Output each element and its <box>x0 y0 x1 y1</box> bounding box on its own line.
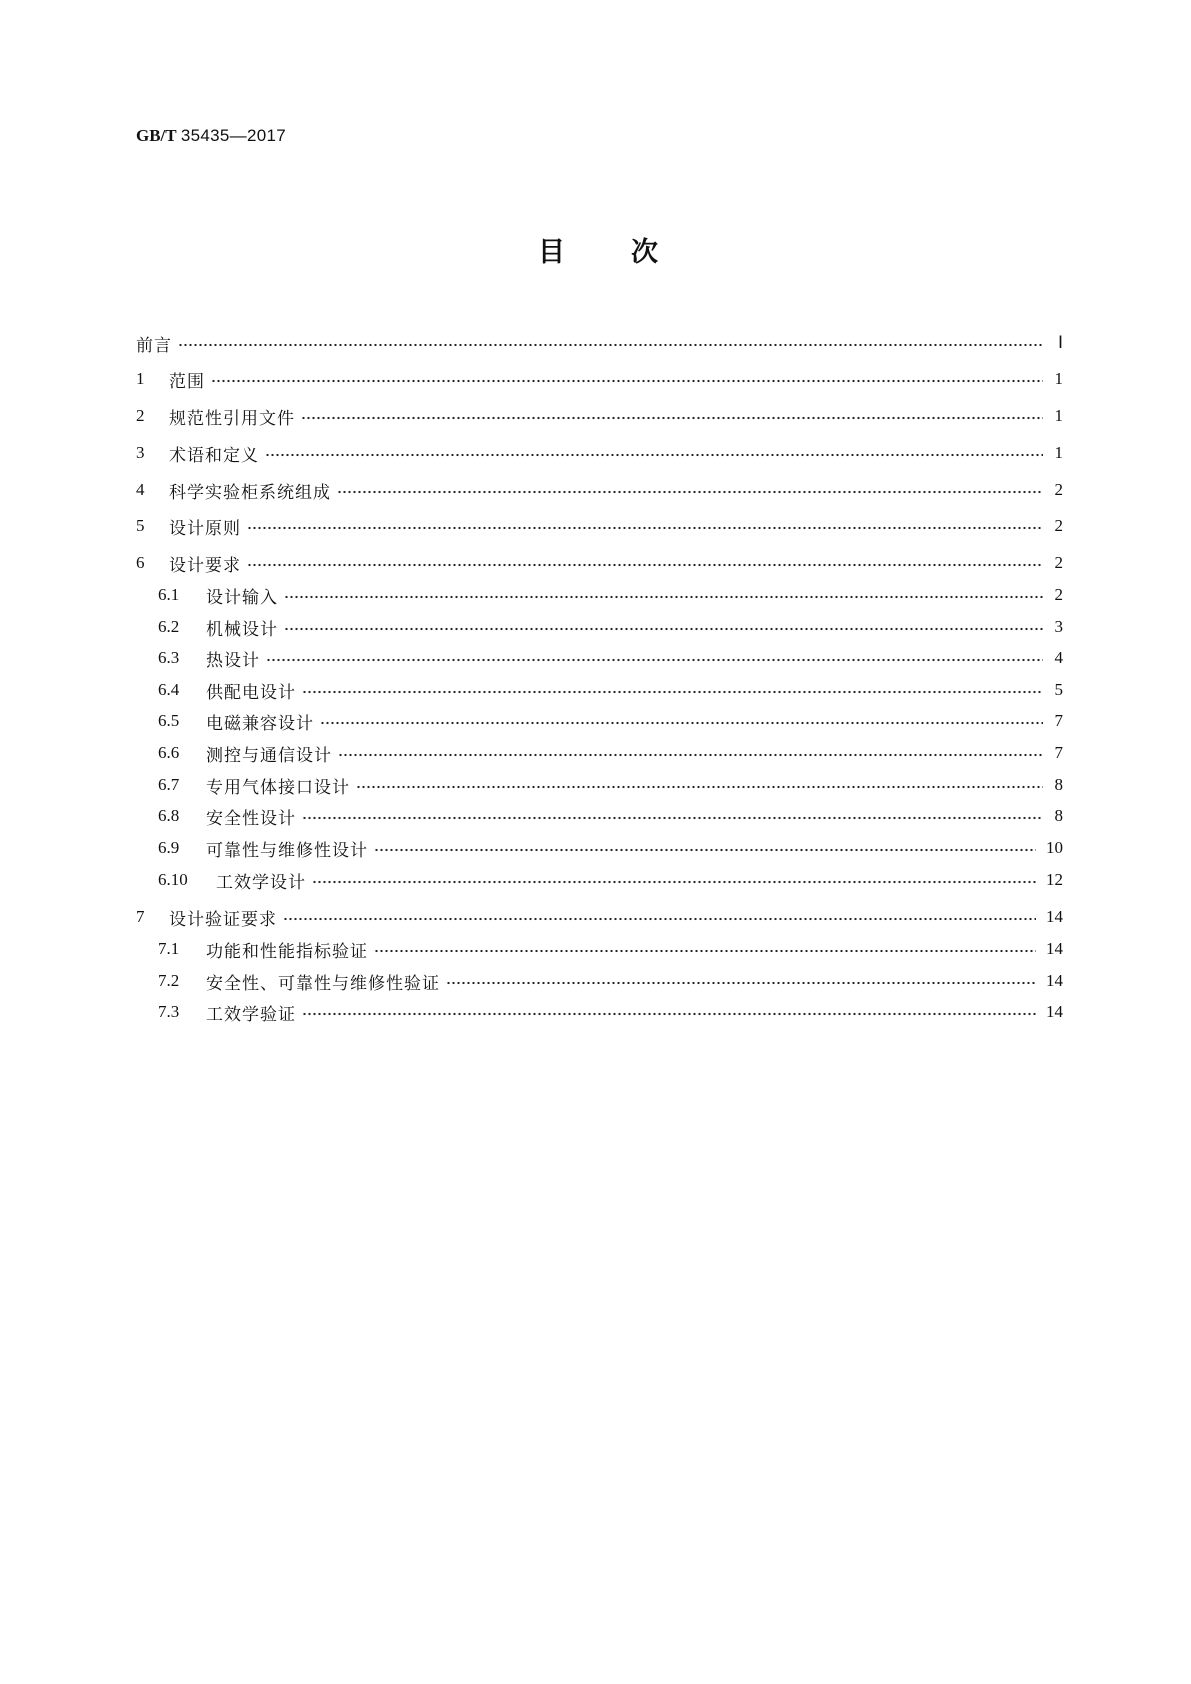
toc-entry-label: 范围 <box>169 371 205 392</box>
toc-entry-label: 功能和性能指标验证 <box>206 941 368 962</box>
dot-leader <box>284 627 1043 631</box>
toc-entry[interactable] <box>136 404 1063 428</box>
toc-entry-number: 6.2 <box>158 617 180 636</box>
dot-leader <box>302 1012 1036 1016</box>
toc-entry[interactable] <box>158 583 1063 607</box>
toc-entry-number: 1 <box>136 369 145 388</box>
toc-entry-number: 6.4 <box>158 680 180 699</box>
toc-entry-page: 2 <box>1054 516 1063 535</box>
toc-entry-number: 6.3 <box>158 648 180 667</box>
toc-entry-label: 设计输入 <box>206 587 278 608</box>
toc-entry[interactable] <box>136 551 1063 575</box>
toc-entry[interactable] <box>158 836 1063 860</box>
toc-entry-page: Ⅰ <box>1057 333 1063 352</box>
toc-entry[interactable] <box>158 646 1063 670</box>
toc-entry-page: 3 <box>1054 617 1063 636</box>
toc-entry-page: 1 <box>1054 406 1063 425</box>
dot-leader <box>284 595 1043 599</box>
toc-entry-label: 安全性、可靠性与维修性验证 <box>206 973 440 994</box>
toc-entry-number: 6.5 <box>158 711 180 730</box>
toc-entry[interactable] <box>158 615 1063 639</box>
dot-leader <box>338 753 1043 757</box>
dot-leader <box>265 453 1043 457</box>
toc-entry-label: 科学实验柜系统组成 <box>169 482 331 503</box>
dot-leader <box>178 343 1043 347</box>
toc-title-char-2: 次 <box>631 237 658 268</box>
toc-entry-page: 10 <box>1046 838 1063 857</box>
toc-entry[interactable] <box>158 868 1063 892</box>
toc-entry[interactable] <box>136 478 1063 502</box>
toc-entry-label: 可靠性与维修性设计 <box>206 840 368 861</box>
dot-leader <box>337 490 1043 494</box>
toc-entry[interactable] <box>158 773 1063 797</box>
toc-title-char-1: 目 <box>538 237 565 268</box>
dot-leader <box>266 658 1043 662</box>
toc-entry-number: 7 <box>136 907 145 926</box>
toc-entry[interactable] <box>158 1000 1063 1024</box>
toc-entry-page: 1 <box>1054 369 1063 388</box>
toc-entry-number: 5 <box>136 516 145 535</box>
toc-entry-number: 4 <box>136 480 145 499</box>
toc-entry-number: 7.2 <box>158 971 180 990</box>
toc-entry-label: 安全性设计 <box>206 808 296 829</box>
dot-leader <box>302 690 1043 694</box>
toc-entry-label: 规范性引用文件 <box>169 408 295 429</box>
dot-leader <box>446 981 1036 985</box>
toc-entry-page: 5 <box>1054 680 1063 699</box>
toc-entry-page: 2 <box>1054 553 1063 572</box>
dot-leader <box>301 416 1043 420</box>
toc-entry[interactable] <box>136 367 1063 391</box>
dot-leader <box>302 816 1043 820</box>
toc-entry-label: 设计验证要求 <box>169 909 277 930</box>
toc-entry-page: 7 <box>1054 743 1063 762</box>
toc-entry-number: 6.10 <box>158 870 188 889</box>
toc-entry[interactable] <box>158 741 1063 765</box>
toc-entry[interactable] <box>158 804 1063 828</box>
toc-entry[interactable] <box>136 441 1063 465</box>
toc-entry-page: 2 <box>1054 480 1063 499</box>
standard-number-header <box>136 126 286 146</box>
toc-entry-number: 6.7 <box>158 775 180 794</box>
toc-entry-label: 工效学验证 <box>206 1004 296 1025</box>
standard-code: GB/T <box>136 126 177 145</box>
dot-leader <box>320 721 1043 725</box>
dot-leader <box>247 526 1043 530</box>
dot-leader <box>374 949 1036 953</box>
toc-entry[interactable] <box>136 331 1063 355</box>
toc-entry-number: 7.3 <box>158 1002 180 1021</box>
toc-entry-number: 7.1 <box>158 939 180 958</box>
toc-entry-label: 前言 <box>136 335 172 356</box>
toc-entry-page: 8 <box>1054 775 1063 794</box>
dot-leader <box>356 785 1043 789</box>
toc-entry-label: 电磁兼容设计 <box>206 713 314 734</box>
toc-entry-number: 6.8 <box>158 806 180 825</box>
toc-entry-page: 12 <box>1046 870 1063 889</box>
toc-entry-page: 14 <box>1046 971 1063 990</box>
toc-entry-number: 6 <box>136 553 145 572</box>
toc-entry-label: 供配电设计 <box>206 682 296 703</box>
toc-entry-number: 6.1 <box>158 585 180 604</box>
toc-entry-label: 设计要求 <box>169 555 241 576</box>
toc-entry[interactable] <box>158 969 1063 993</box>
dot-leader <box>374 848 1036 852</box>
toc-entry-page: 14 <box>1046 1002 1063 1021</box>
toc-entry-page: 14 <box>1046 939 1063 958</box>
dot-leader <box>211 379 1043 383</box>
toc-entry[interactable] <box>158 678 1063 702</box>
toc-entry-label: 术语和定义 <box>169 445 259 466</box>
dot-leader <box>247 563 1043 567</box>
toc-entry-page: 14 <box>1046 907 1063 926</box>
dot-leader <box>283 917 1036 921</box>
toc-entry-label: 专用气体接口设计 <box>206 777 350 798</box>
toc-entry[interactable] <box>158 937 1063 961</box>
toc-entry-page: 2 <box>1054 585 1063 604</box>
toc-entry-number: 2 <box>136 406 145 425</box>
toc-entry-number: 6.9 <box>158 838 180 857</box>
toc-entry-number: 3 <box>136 443 145 462</box>
toc-entry[interactable] <box>136 514 1063 538</box>
toc-entry-page: 8 <box>1054 806 1063 825</box>
dot-leader <box>312 880 1036 884</box>
toc-entry[interactable] <box>158 709 1063 733</box>
standard-number: 35435—2017 <box>180 126 286 145</box>
toc-entry-number: 6.6 <box>158 743 180 762</box>
toc-entry-label: 机械设计 <box>206 619 278 640</box>
toc-entry-label: 热设计 <box>206 650 260 671</box>
toc-entry-label: 测控与通信设计 <box>206 745 332 766</box>
toc-entry-page: 4 <box>1054 648 1063 667</box>
toc-entry-page: 7 <box>1054 711 1063 730</box>
toc-entry-page: 1 <box>1054 443 1063 462</box>
toc-entry[interactable] <box>136 905 1063 929</box>
toc-entry-label: 设计原则 <box>169 518 241 539</box>
toc-entry-label: 工效学设计 <box>216 872 306 893</box>
